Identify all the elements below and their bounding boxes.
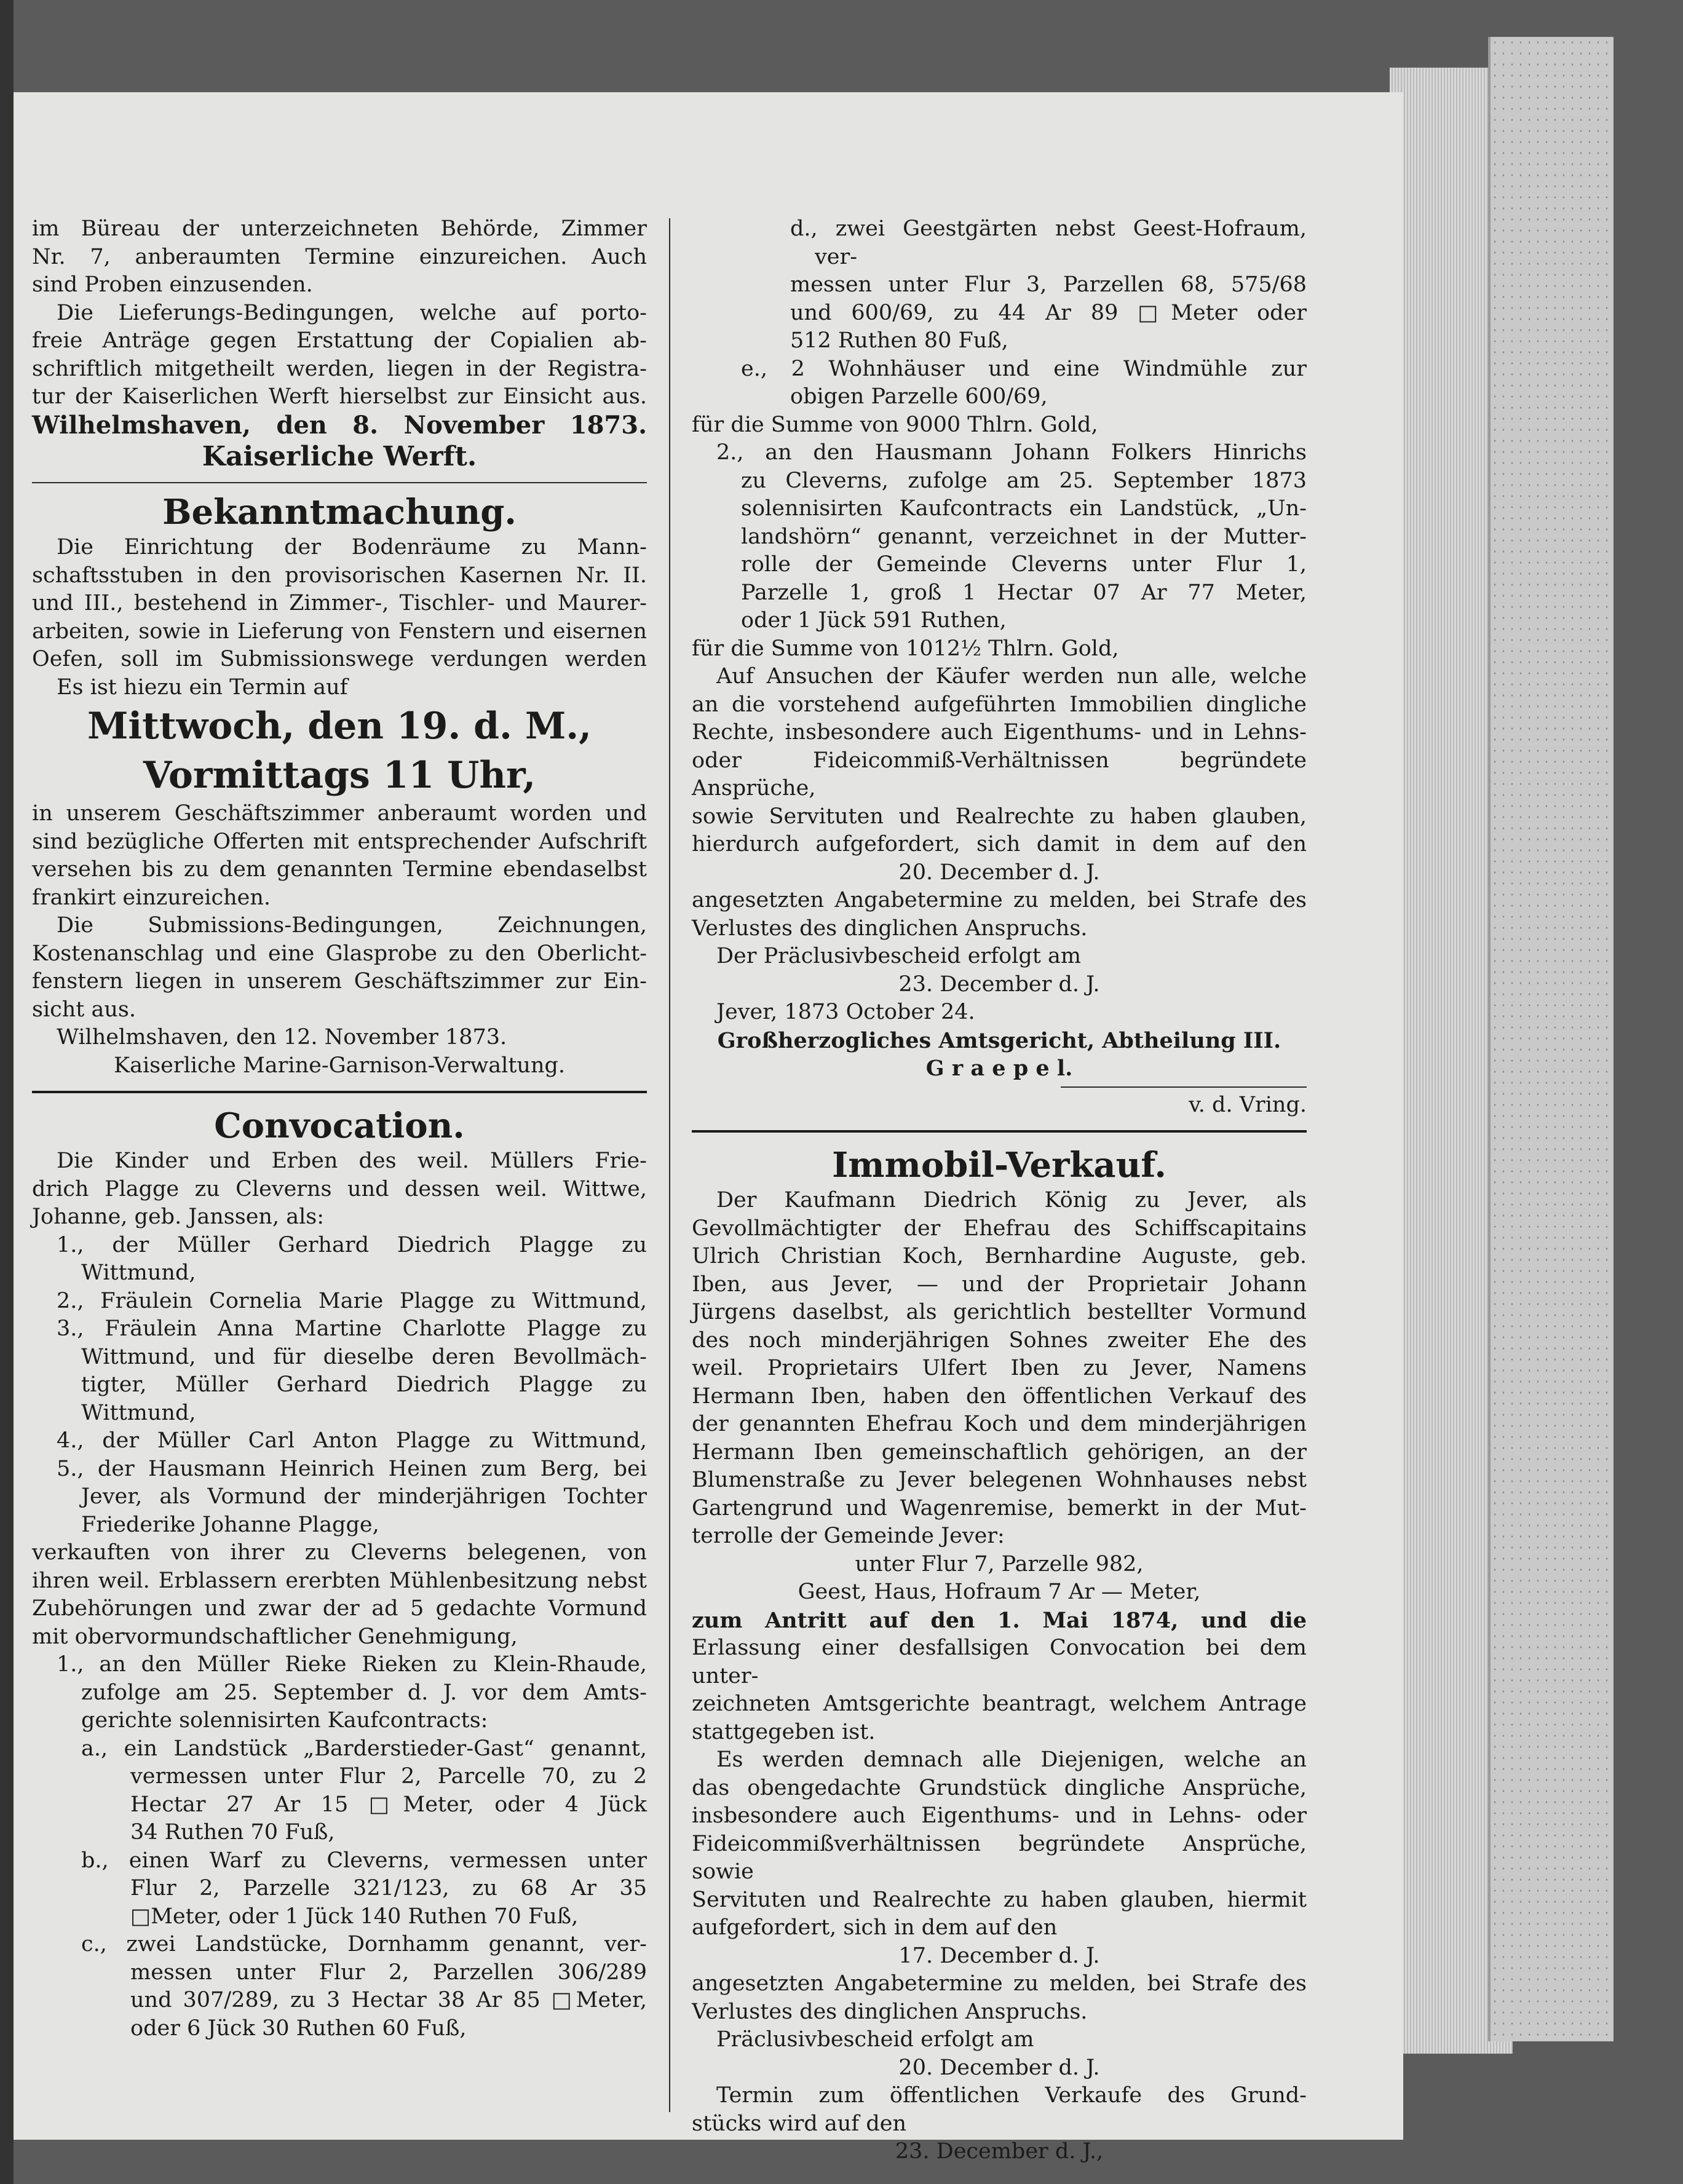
date-line: 17. December d. J.: [898, 1943, 1100, 1968]
text-line: und III., bestehend in Zimmer-, Tischler- und Maurer-: [32, 591, 647, 615]
list-item: 2., Fräulein Cornelia Marie Plagge zu Wittmund,: [57, 1288, 647, 1313]
text-line: Hermann Iben, haben den öffentlichen Verkauf des: [692, 1383, 1307, 1409]
dateline: Jever, 1873 October 24.: [716, 1000, 975, 1024]
list-item: tigter, Müller Gerhard Diedrich Plagge zu: [81, 1372, 647, 1397]
text-line: fenstern liegen in unserem Geschäftszimmer zur Ein-: [32, 969, 647, 994]
text-line: Es ist hiezu ein Termin auf: [57, 675, 348, 700]
list-item: zufolge am 25. September d. J. vor dem Amts-: [81, 1680, 647, 1705]
book-spine: [0, 0, 14, 2184]
section-rule: [32, 1091, 647, 1093]
text-line: Servituten und Realrechte zu haben glauben, hiermit: [692, 1887, 1307, 1912]
signature-rule: [1061, 1086, 1307, 1088]
text-line: im Büreau der unterzeichneten Behörde, Zimmer: [32, 216, 647, 241]
list-item: 5., der Hausmann Heinrich Heinen zum Berg, bei: [57, 1456, 647, 1481]
text-line: in unserem Geschäftszimmer anberaumt worden und: [32, 801, 647, 826]
list-item: 1., der Müller Gerhard Diedrich Plagge zu: [57, 1232, 647, 1257]
list-item: d., zwei Geestgärten nebst Geest-Hofraum, ver-: [790, 216, 1307, 269]
list-item: landshörn“ genannt, verzeichnet in der Mutter-: [741, 524, 1307, 549]
section-rule: [32, 482, 647, 483]
list-item: rolle der Gemeinde Cleverns unter Flur 1,: [741, 552, 1307, 577]
right-column: [692, 215, 1307, 2166]
section-rule: [692, 1130, 1307, 1133]
text-line: mit obervormundschaftlicher Genehmigung,: [32, 1624, 518, 1649]
text-line: für die Summe von 9000 Thlrn. Gold,: [692, 412, 1098, 437]
text-line: ihren weil. Erblassern ererbten Mühlenbesitzung nebst: [32, 1568, 647, 1593]
emphasis-line: Mittwoch, den 19. d. M.,: [87, 705, 592, 748]
text-line: Kostenanschlag und eine Glasprobe zu den Oberlicht-: [32, 941, 647, 966]
list-item: Friederike Johanne Plagge,: [81, 1512, 379, 1537]
text-line: tur der Kaiserlichen Werft hierselbst zur Einsicht aus.: [32, 384, 647, 409]
list-item: Wittmund, und für dieselbe deren Bevollmäch-: [81, 1344, 647, 1369]
text-line: unter Flur 7, Parzelle 982,: [855, 1551, 1144, 1577]
section-heading: Immobil-Verkauf.: [832, 1145, 1166, 1185]
text-line: Verlustes des dinglichen Anspruchs.: [692, 1999, 1088, 2024]
text-line: Oefen, soll im Submissionswege verdungen werden: [32, 647, 647, 671]
text-line: Gevollmächtigter der Ehefrau des Schiffscapitains: [692, 1216, 1307, 1241]
book-cover-edge: [1488, 37, 1614, 2041]
text-line: sind Proben einzusenden.: [32, 272, 313, 297]
list-item: 3., Fräulein Anna Martine Charlotte Plagge zu: [57, 1316, 647, 1341]
list-item: Parzelle 1, groß 1 Hectar 07 Ar 77 Meter,: [741, 580, 1307, 605]
dateline: Wilhelmshaven, den 8. November 1873.: [32, 410, 647, 440]
text-line: Die Kinder und Erben des weil. Müllers Frie-: [57, 1149, 647, 1173]
text-line: sind bezügliche Offerten mit entsprechender Aufschrift: [32, 829, 647, 854]
list-item: gerichte solennisirten Kaufcontracts:: [81, 1708, 488, 1733]
list-item: a., ein Landstück „Barderstieder-Gast“ genannt,: [81, 1736, 647, 1761]
list-item: oder 6 Jück 30 Ruthen 60 Fuß,: [130, 2016, 467, 2041]
text-line: weil. Proprietairs Ulfert Iben zu Jever, Namens: [692, 1356, 1307, 1380]
text-line: Der Präclusivbescheid erfolgt am: [716, 944, 1082, 968]
text-line: oder Fideicommiß-Verhältnissen begründete Ansprüche,: [692, 748, 1307, 801]
text-line: Johanne, geb. Janssen, als:: [32, 1205, 325, 1229]
text-line: sicht aus.: [32, 997, 136, 1022]
text-line: sowie Servituten und Realrechte zu haben glauben,: [692, 804, 1307, 829]
list-item: 1., an den Müller Rieke Rieken zu Klein-Rhaude,: [57, 1652, 647, 1677]
emphasis-line: Vormittags 11 Uhr,: [143, 754, 536, 797]
text-line: Rechte, insbesondere auch Eigenthums- und in Lehns-: [692, 720, 1307, 745]
section-heading: Bekanntmachung.: [162, 492, 517, 532]
date-line: 23. December d. J.,: [895, 2139, 1104, 2164]
text-line: Geest, Haus, Hofraum 7 Ar — Meter,: [798, 1580, 1201, 1604]
text-line: hierdurch aufgefordert, sich damit in dem auf den: [692, 832, 1307, 857]
list-item: 512 Ruthen 80 Fuß,: [790, 328, 1008, 353]
text-line: frankirt einzureichen.: [32, 885, 271, 910]
date-line: 20. December d. J.: [898, 2055, 1100, 2080]
text-line: angesetzten Angabetermine zu melden, bei Strafe des: [692, 888, 1307, 912]
left-column: [32, 215, 647, 2043]
list-item: 34 Ruthen 70 Fuß,: [130, 1820, 335, 1845]
text-line: schaftsstuben in den provisorischen Kasernen Nr. II.: [32, 563, 647, 588]
list-item: □Meter, oder 1 Jück 140 Ruthen 70 Fuß,: [130, 1904, 579, 1929]
text-line: Auf Ansuchen der Käufer werden nun alle, welche: [716, 664, 1307, 689]
text-line: Es werden demnach alle Diejenigen, welche an: [716, 1747, 1307, 1772]
list-item: e., 2 Wohnhäuser und eine Windmühle zur: [741, 356, 1307, 381]
list-item: vermessen unter Flur 2, Parcelle 70, zu 2: [130, 1764, 647, 1789]
text-line: Blumenstraße zu Jever belegenen Wohnhauses nebst: [692, 1468, 1307, 1492]
text-line: terrolle der Gemeinde Jever:: [692, 1524, 1005, 1548]
column-divider: [669, 218, 670, 2112]
list-item: obigen Parzelle 600/69,: [790, 384, 1048, 409]
signature-heading: Kaiserliche Werft.: [202, 441, 477, 472]
list-item: c., zwei Landstücke, Dornhamm genannt, ver-: [81, 1932, 647, 1957]
text-line: Verlustes des dinglichen Anspruchs.: [692, 916, 1088, 941]
text-line: arbeiten, sowie in Lieferung von Fenstern und eisernen: [32, 619, 647, 644]
date-line: 20. December d. J.: [898, 860, 1100, 885]
section-heading: Convocation.: [214, 1106, 465, 1146]
text-line: aufgefordert, sich in dem auf den: [692, 1915, 1058, 1940]
text-line: Iben, aus Jever, — und der Proprietair Johann: [692, 1272, 1307, 1297]
list-item: Hectar 27 Ar 15 □Meter, oder 4 Jück: [130, 1792, 647, 1817]
text-line: Ulrich Christian Koch, Bernhardine Auguste, geb.: [692, 1244, 1307, 1268]
list-item: Wittmund,: [81, 1400, 196, 1425]
text-line: Die Einrichtung der Bodenräume zu Mann-: [57, 535, 647, 560]
text-line: stattgegeben ist.: [692, 1719, 876, 1744]
emphasis-line: zum Antritt auf den 1. Mai 1874, und die: [692, 1607, 1307, 1633]
text-line: Zubehörungen und zwar der ad 5 gedachte Vormund: [32, 1596, 647, 1621]
text-line: drich Plagge zu Cleverns und dessen weil. Wittwe,: [32, 1176, 647, 1201]
text-line: freie Anträge gegen Erstattung der Copialien ab-: [32, 328, 647, 353]
list-item: b., einen Warf zu Cleverns, vermessen unter: [81, 1848, 647, 1873]
text-line: an die vorstehend aufgeführten Immobilien dingliche: [692, 692, 1307, 717]
text-line: für die Summe von 1012½ Thlrn. Gold,: [692, 636, 1119, 661]
dateline: Wilhelmshaven, den 12. November 1873.: [57, 1025, 507, 1050]
text-line: Jürgens daselbst, als gerichtlich bestellter Vormund: [692, 1300, 1307, 1324]
text-line: Erlassung einer desfallsigen Convocation bei dem unter-: [692, 1636, 1307, 1688]
text-line: stücks wird auf den: [692, 2111, 907, 2136]
text-line: angesetzten Angabetermine zu melden, bei Strafe des: [692, 1971, 1307, 1996]
text-line: Fideicommißverhältnissen begründete Ansprüche, sowie: [692, 1831, 1307, 1884]
text-line: Termin zum öffentlichen Verkaufe des Grund-: [716, 2083, 1307, 2108]
list-item: Wittmund,: [81, 1260, 196, 1285]
signature-line: Großherzogliches Amtsgericht, Abtheilung III.: [717, 1027, 1281, 1053]
list-item: oder 1 Jück 591 Ruthen,: [741, 608, 1007, 633]
signature-name: G r a e p e l.: [925, 1056, 1073, 1081]
list-item: 2., an den Hausmann Johann Folkers Hinrichs: [716, 440, 1307, 465]
newspaper-page: [14, 92, 1403, 2164]
list-item: zu Cleverns, zufolge am 25. September 1873: [741, 468, 1307, 493]
text-line: verkauften von ihrer zu Cleverns belegenen, von: [32, 1540, 647, 1565]
text-line: Hermann Iben gemeinschaftlich gehörigen, an der: [692, 1439, 1307, 1465]
list-item: messen unter Flur 2, Parzellen 306/289: [130, 1960, 647, 1985]
date-line: 23. December d. J.: [898, 971, 1100, 997]
text-line: der genannten Ehefrau Koch und dem minderjährigen: [692, 1412, 1307, 1436]
list-item: und 307/289, zu 3 Hectar 38 Ar 85 □Meter,: [130, 1988, 647, 2012]
text-line: Die Submissions-Bedingungen, Zeichnungen,: [57, 913, 647, 938]
list-item: 4., der Müller Carl Anton Plagge zu Wittmund,: [57, 1428, 647, 1453]
text-line: Die Lieferungs-Bedingungen, welche auf porto-: [57, 300, 647, 325]
text-line: Der Kaufmann Diedrich König zu Jever, als: [716, 1188, 1307, 1213]
signature-name: v. d. Vring.: [1189, 1092, 1307, 1117]
text-line: zeichneten Amtsgerichte beantragt, welchem Antrage: [692, 1691, 1307, 1716]
text-line: Gartengrund und Wagenremise, bemerkt in der Mut-: [692, 1495, 1307, 1521]
text-line: insbesondere auch Eigenthums- und in Lehns- oder: [692, 1803, 1307, 1828]
signature-line: Kaiserliche Marine-Garnison-Verwaltung.: [113, 1053, 566, 1078]
text-line: des noch minderjährigen Sohnes zweiter Ehe des: [692, 1327, 1307, 1353]
list-item: Flur 2, Parzelle 321/123, zu 68 Ar 35: [130, 1876, 647, 1901]
text-line: das obengedachte Grundstück dingliche Ansprüche,: [692, 1775, 1307, 1800]
list-item: und 600/69, zu 44 Ar 89 □Meter oder: [790, 300, 1307, 325]
text-line: schriftlich mitgetheilt werden, liegen in der Registra-: [32, 356, 647, 381]
list-item: messen unter Flur 3, Parzellen 68, 575/68: [790, 272, 1307, 297]
text-line: Präclusivbescheid erfolgt am: [716, 2027, 1034, 2052]
text-line: versehen bis zu dem genannten Termine ebendaselbst: [32, 857, 647, 882]
list-item: Jever, als Vormund der minderjährigen Tochter: [81, 1484, 647, 1509]
text-line: Nr. 7, anberaumten Termine einzureichen. Auch: [32, 244, 647, 269]
list-item: solennisirten Kaufcontracts ein Landstück, „Un-: [741, 496, 1307, 521]
